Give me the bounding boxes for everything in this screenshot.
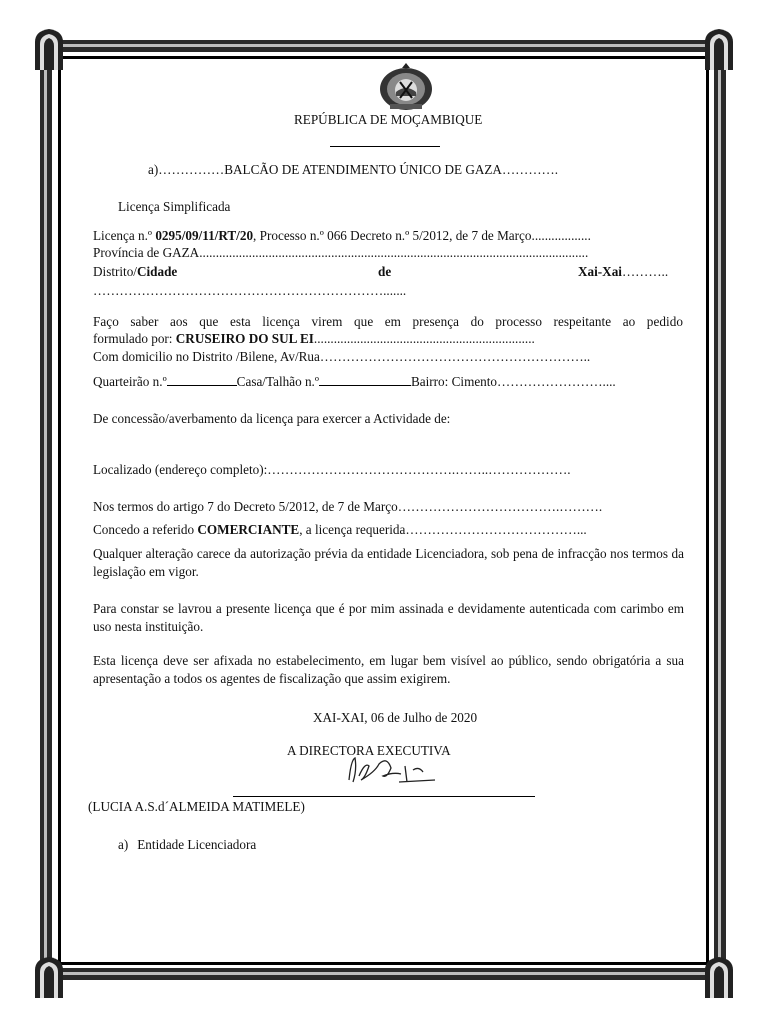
process-dots: .................. xyxy=(531,228,591,243)
office-prefix: a) xyxy=(148,162,159,177)
notice-line-1: Faço saber aos que esta licença virem que em presença do processo respeitante ao pedido xyxy=(93,314,683,329)
grant-suffix: , a licença requerida xyxy=(299,522,406,537)
terms-dots: ……………………………….………. xyxy=(397,499,603,514)
address-line xyxy=(93,374,616,390)
corner-ornament-bottom-left xyxy=(32,956,66,998)
location-line xyxy=(93,462,571,478)
grant-prefix: Concedo a referido xyxy=(93,522,198,537)
office-line xyxy=(148,162,558,178)
applicant-dots: ................................................................... xyxy=(313,331,535,346)
frame-right-inner-line xyxy=(706,60,709,964)
terms-line xyxy=(93,499,602,515)
frame-top-bar xyxy=(48,40,720,52)
place-date: XAI-XAI, 06 de Julho de 2020 xyxy=(313,710,478,725)
house-label: Casa/Talhão n.º xyxy=(236,374,319,389)
grantee: COMERCIANTE xyxy=(197,522,300,537)
grant-dots: …………………………………... xyxy=(405,522,587,537)
district-line xyxy=(93,264,685,280)
alteration-paragraph: Qualquer alteração carece da autorização prévia da entidade Licenciadora, sob pena de infracção nos termos da legislação em vigor. xyxy=(93,546,684,579)
de-label: de xyxy=(378,264,392,279)
signature-line xyxy=(233,796,535,797)
province-line xyxy=(93,245,683,261)
formulated-line xyxy=(93,331,535,347)
corner-ornament-bottom-right xyxy=(702,956,736,998)
license-type: Licença Simplificada xyxy=(118,199,231,214)
display-paragraph: Esta licença deve ser afixada no estabelecimento, em lugar bem visível ao público, sendo obrigatória a sua apresentação a todos os agentes de fiscalização que assim exigirem. xyxy=(93,653,684,686)
city-name: Xai-Xai xyxy=(578,264,622,279)
bairro-label: Bairro: Cimento xyxy=(410,374,498,389)
location-label: Localizado (endereço completo): xyxy=(93,462,268,477)
domicile: Com domicilio no Distrito /Bilene, Av/Rua xyxy=(93,349,320,364)
district-label: Distrito/ xyxy=(93,264,137,279)
license-number-label: Licença n.º xyxy=(93,228,156,243)
footnote-line xyxy=(118,837,256,853)
province-dots: ...................................................................................................................... xyxy=(199,245,589,260)
attest-paragraph: Para constar se lavrou a presente licença que é por mim assinada e devidamente autenticada com carimbo em uso nesta instituição. xyxy=(93,601,684,634)
license-number: 0295/09/11/RT/20 xyxy=(155,228,254,243)
concession-line: De concessão/averbamento da licença para exercer a Actividade de: xyxy=(93,411,451,426)
grant-line xyxy=(93,522,587,538)
block-blank xyxy=(167,385,237,386)
city-group xyxy=(578,264,668,280)
process-text: , Processo n.º 066 Decreto n.º 5/2012, de 7 de Março xyxy=(253,228,532,243)
signatory-title: A DIRECTORA EXECUTIVA xyxy=(287,743,451,758)
title-underline xyxy=(330,146,440,147)
frame-right-bar xyxy=(714,48,726,978)
formulated-label: formulado por: xyxy=(93,331,176,346)
corner-ornament-top-right xyxy=(702,28,736,70)
province: Província de GAZA xyxy=(93,245,200,260)
license-number-line xyxy=(93,228,591,244)
corner-ornament-top-left xyxy=(32,28,66,70)
frame-bottom-bar xyxy=(48,968,720,980)
office-dots-after: …………. xyxy=(501,162,559,177)
bairro-dots: …………………….... xyxy=(497,374,616,389)
domicile-dots: …………………………………………………….. xyxy=(319,349,591,364)
city-dots: ……….. xyxy=(621,264,669,279)
frame-top-inner-line xyxy=(60,56,708,59)
office-name: BALCÃO DE ATENDIMENTO ÚNICO DE GAZA xyxy=(224,162,502,177)
location-dots: …………………………………….……..………………. xyxy=(267,462,571,477)
city-label: Cidade xyxy=(136,264,178,279)
frame-left-bar xyxy=(40,48,52,978)
office-dots-before: …………… xyxy=(158,162,225,177)
frame-bottom-inner-line xyxy=(60,962,708,965)
applicant-name: CRUSEIRO DO SUL EI xyxy=(175,331,314,346)
country-title: REPÚBLICA DE MOÇAMBIQUE xyxy=(294,112,483,127)
terms: Nos termos do artigo 7 do Decreto 5/2012, de 7 de Março xyxy=(93,499,398,514)
block-label: Quarteirão n.º xyxy=(93,374,167,389)
house-blank xyxy=(319,385,411,386)
mozambique-emblem-icon xyxy=(378,62,434,112)
footnote-text: Entidade Licenciadora xyxy=(137,837,257,852)
footnote-marker: a) xyxy=(118,837,129,852)
dots-line: …………………………………………………………....... xyxy=(93,283,407,298)
frame-left-inner-line xyxy=(58,60,61,964)
signatory-name: (LUCIA A.S.d´ALMEIDA MATIMELE) xyxy=(88,799,305,814)
signature-icon xyxy=(335,752,445,792)
domicile-line xyxy=(93,349,590,365)
